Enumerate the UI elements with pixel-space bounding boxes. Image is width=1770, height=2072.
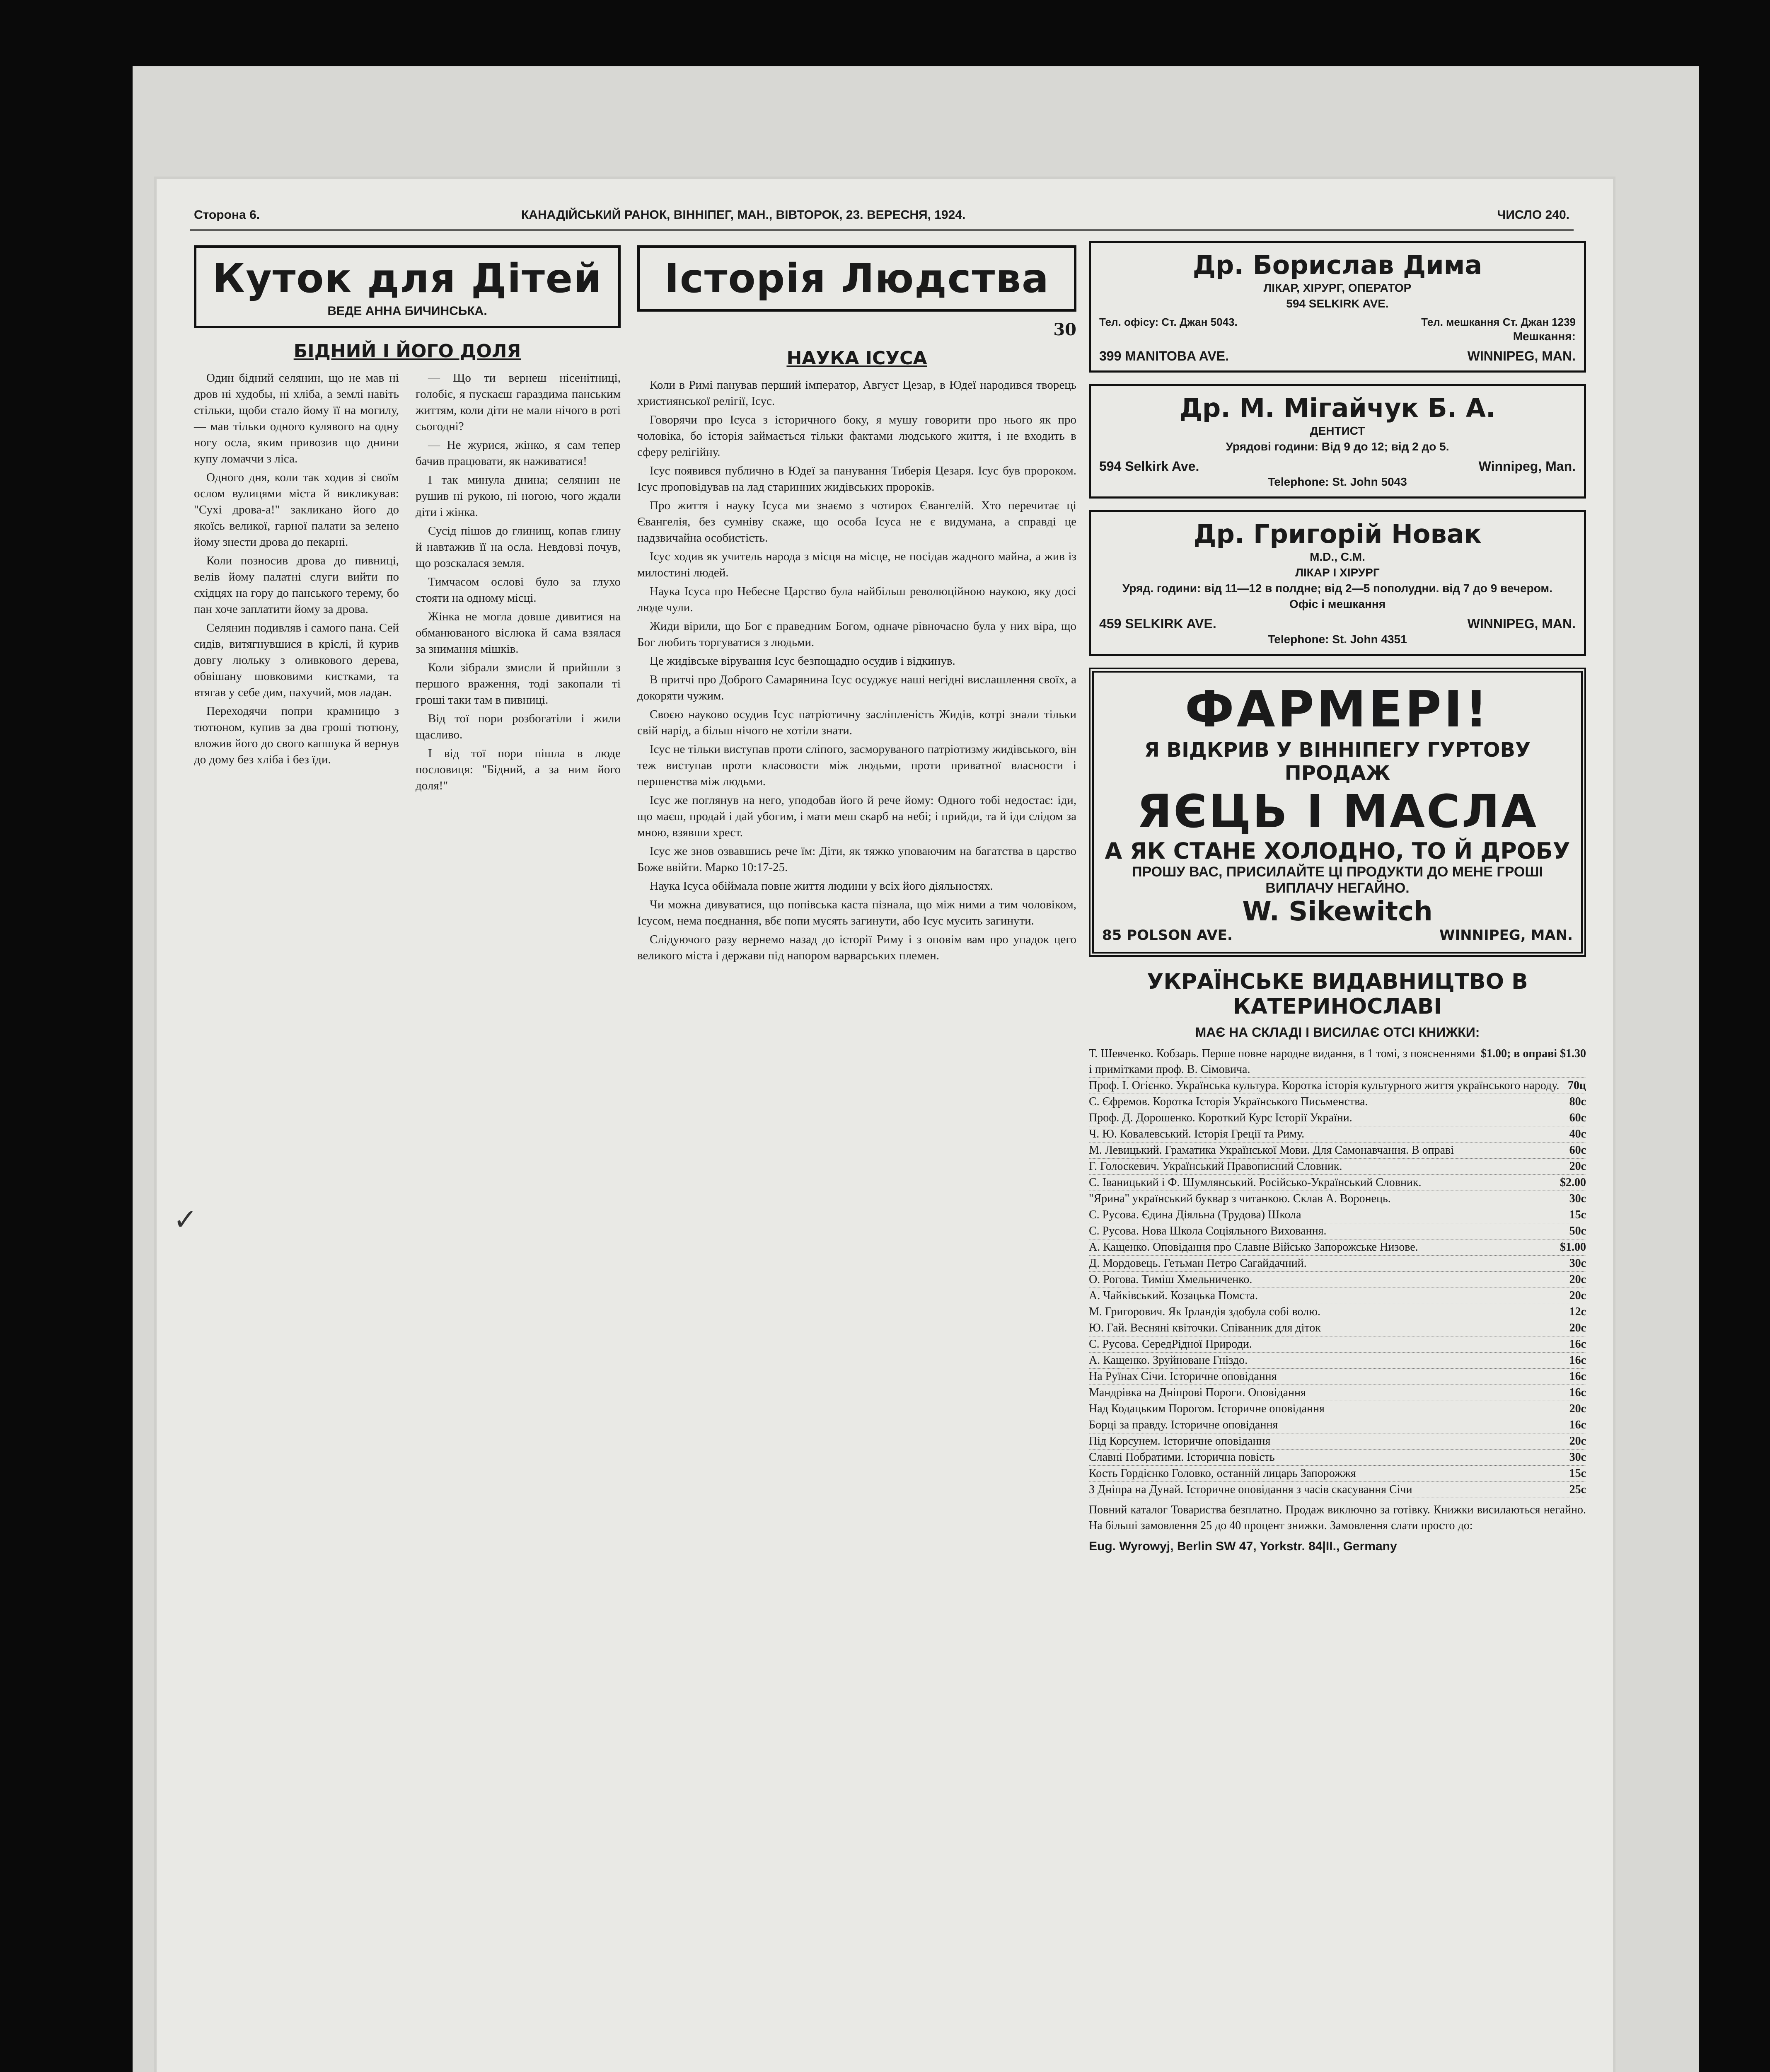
ad-dyma-phones: [1099, 316, 1576, 329]
ads-column: [1089, 241, 1586, 1554]
story-para: Переходячи попри крамницю з тютюном, купив за два гроші тютюну, вложив його до свого капшука й вернув до дому без хліба і без їди.: [194, 704, 399, 766]
history-section: НАУКА ІСУСА: [786, 348, 927, 369]
book-price: 16с: [1569, 1338, 1586, 1351]
story-body: [194, 370, 621, 796]
book-price: 20с: [1569, 1289, 1586, 1302]
book-price: 16с: [1569, 1370, 1586, 1383]
book-title: Ч. Ю. Ковалевський. Історія Греції та Риму.: [1089, 1128, 1305, 1140]
book-title: Проф. Д. Дорошенко. Короткий Курс Історії України.: [1089, 1111, 1352, 1124]
book-title: С. Русова. Нова Школа Соціяльного Виховання.: [1089, 1225, 1327, 1237]
book-item: [1089, 1272, 1586, 1288]
history-para: В притчі про Доброго Самарянина Ісус осуджує наші негідні вислашлення своїх, а докоряти чужим.: [637, 673, 1076, 702]
book-title: М. Левицький. Граматика Української Мови. Для Самонавчання. В оправі: [1089, 1144, 1454, 1157]
book-price: 16с: [1569, 1418, 1586, 1431]
ad-dyma: [1089, 241, 1586, 373]
ad-mihaychuk-name: Др. М. Мігайчук Б. А.: [1179, 393, 1496, 423]
ad-farmers: [1089, 668, 1586, 957]
book-price: $1.00: [1560, 1241, 1586, 1254]
ad-mihaychuk-phone: Telephone: St. John 5043: [1268, 475, 1407, 488]
book-title: А. Кащенко. Оповідання про Славне Військо Запорожське Низове.: [1089, 1241, 1418, 1254]
story-para: І так минула днина; селянин не рушив ні рукою, ні ногою, чого ждали діти і жінка.: [416, 473, 621, 519]
farm-line5: ПРОШУ ВАС, ПРИСИЛАЙТЕ ЦІ ПРОДУКТИ ДО МЕНЕ ГРОШІ ВИПЛАЧУ НЕГАЙНО.: [1132, 864, 1543, 896]
book-title: Над Кодацьким Порогом. Історичне оповідання: [1089, 1402, 1325, 1415]
book-item: [1089, 1239, 1586, 1256]
book-item: [1089, 1336, 1586, 1353]
ad-mihaychuk: [1089, 384, 1586, 499]
story-para: Від тої пори розбогатіли і жили щасливо.: [416, 712, 621, 741]
story-para: Один бідний селянин, що не мав ні дров ні худобы, ні хліба, а землі навіть стільки, щоби стало йому її на могилу, — мав тільки одного кулявого на одну ногу осла, яким привозив що днини купу ломаччи з ліса.: [194, 371, 399, 465]
farm-addr: 85 POLSON AVE.: [1102, 927, 1233, 944]
book-price: 70ц: [1567, 1079, 1586, 1092]
book-title: Ю. Гай. Весняні квіточки. Співанник для діток: [1089, 1322, 1321, 1334]
page-number: Сторона 6.: [194, 208, 260, 222]
ad-dyma-name: Др. Борислав Дима: [1192, 250, 1482, 280]
story-para: — Що ти вернеш нісенітниці, голобіє, я пускаєш гараздима панським життям, коли діти не мали нічого в роті сьогодні?: [416, 371, 621, 433]
book-item: [1089, 1320, 1586, 1336]
kids-title-box: [194, 245, 621, 328]
ad-mihaychuk-addr: 594 Selkirk Ave.: [1099, 459, 1199, 474]
book-price: 16с: [1569, 1386, 1586, 1399]
book-title: Кость Гордієнко Головко, останній лицарь Запорожжя: [1089, 1467, 1356, 1480]
ad-novak-addr: 459 SELKIRK AVE.: [1099, 616, 1216, 631]
book-item: [1089, 1369, 1586, 1385]
book-title: А. Чайківський. Козацька Помста.: [1089, 1289, 1258, 1302]
story-right: [416, 370, 621, 796]
book-item: [1089, 1223, 1586, 1239]
book-title: М. Григорович. Як Ірландія здобула собі волю.: [1089, 1305, 1321, 1318]
book-title: С. Єфремов. Коротка Історія Українського Письменства.: [1089, 1095, 1368, 1108]
history-para: Наука Ісуса про Небесне Царство була найбільш революційною наукою, яку досі люде чули.: [637, 585, 1076, 614]
pencil-mark: ✓: [173, 1203, 198, 1237]
book-price: 25с: [1569, 1483, 1586, 1496]
ad-dyma-role: ЛІКАР, ХІРУРГ, ОПЕРАТОР: [1263, 281, 1412, 294]
book-price: 20с: [1569, 1435, 1586, 1447]
book-price: 12с: [1569, 1305, 1586, 1318]
book-price: 15с: [1569, 1208, 1586, 1221]
book-price: 20с: [1569, 1160, 1586, 1173]
book-price: 30с: [1569, 1257, 1586, 1270]
book-price: 60с: [1569, 1144, 1586, 1157]
book-item: [1089, 1304, 1586, 1320]
farm-signature: W. Sikewitch: [1242, 896, 1433, 927]
ad-novak: [1089, 510, 1586, 656]
history-column: [637, 241, 1076, 966]
book-item: [1089, 1110, 1586, 1126]
book-price: 20с: [1569, 1273, 1586, 1286]
book-item: [1089, 1482, 1586, 1498]
book-item: [1089, 1450, 1586, 1466]
history-para: Ісус же поглянув на него, уподобав його й рече йому: Одного тобі недостає: іди, що маєш, продай і дай убогим, і мати меш скарб на небі; і прийди, та й іди слідом за мною, взявши хрест.: [637, 794, 1076, 839]
publisher-address: Eug. Wyrowyj, Berlin SW 47, Yorkstr. 84|II., Germany: [1089, 1539, 1397, 1553]
ad-novak-role: ЛІКАР І ХІРУРГ: [1295, 566, 1380, 579]
story-title: БІДНИЙ І ЙОГО ДОЛЯ: [293, 341, 521, 362]
book-item: [1089, 1256, 1586, 1272]
ad-novak-name: Др. Григорій Новак: [1193, 519, 1482, 549]
ad-mihaychuk-role: ДЕНТИСТ: [1310, 424, 1365, 437]
story-para: Жінка не могла довше дивитися на обманюваного віслюка й сама взялася за знимання мішків.: [416, 610, 621, 656]
history-para: Жиди вірили, що Бог є праведним Богом, одначе рівночасно була у них віра, що Бог любить торгуватися з людьми.: [637, 620, 1076, 649]
history-title: Історія Людства: [664, 255, 1049, 302]
kids-title: Куток для Дітей: [212, 255, 602, 302]
book-title: Під Корсунем. Історичне оповідання: [1089, 1435, 1271, 1447]
farm-line4: А ЯК СТАНЕ ХОЛОДНО, ТО Й ДРОБУ: [1105, 838, 1570, 864]
book-title: О. Рогова. Тиміш Хмельниченко.: [1089, 1273, 1253, 1286]
ad-novak-address: [1099, 616, 1576, 632]
history-para: Це жидівське вірування Ісус безпощадно осудив і відкинув.: [650, 654, 955, 668]
book-title: Т. Шевченко. Кобзарь. Перше повне народне видання, в 1 томі, з поясненнями і примітками проф. В. Сімовича.: [1089, 1047, 1475, 1076]
book-price: 20с: [1569, 1322, 1586, 1334]
publisher-section: [1089, 969, 1586, 1554]
story-para: Селянин подивляв і самого пана. Сей сидів, витягнувшися в кріслі, й курив довгу люльку з оливкового дерева, обвішану шовковими кистками, та втягав у себе дим, пахучий, мов ладан.: [194, 621, 399, 699]
book-price: 80с: [1569, 1095, 1586, 1108]
book-price: $2.00: [1560, 1176, 1586, 1189]
ad-mihaychuk-address: [1099, 459, 1576, 474]
book-price: 40с: [1569, 1128, 1586, 1140]
book-item: [1089, 1094, 1586, 1110]
page-header: [190, 204, 1574, 231]
book-item: [1089, 1385, 1586, 1401]
publisher-subtitle: МАЄ НА СКЛАДІ І ВИСИЛАЄ ОТСІ КНИЖКИ:: [1195, 1025, 1480, 1040]
issue-number: ЧИСЛО 240.: [1497, 208, 1569, 222]
book-title: А. Кащенко. Зруйноване Гніздо.: [1089, 1354, 1248, 1367]
farm-city: WINNIPEG, MAN.: [1439, 927, 1573, 944]
history-para: Слідуючого разу вернемо назад до історії Риму і з оповім вам про упадок цего великого міста і держави під напором варварських племен.: [637, 933, 1076, 962]
farm-address: [1102, 927, 1573, 944]
ad-novak-city: WINNIPEG, MAN.: [1467, 616, 1576, 631]
kids-column: [194, 241, 621, 796]
book-item: [1089, 1159, 1586, 1175]
publisher-footer: Повний каталог Товариства безплатно. Продаж виключно за готівку. Книжки висилаються негайно. На більші замовлення 25 до 40 процент знижки. Замовлення слати просто до:: [1089, 1503, 1586, 1532]
farm-line3: ЯЄЦЬ І МАСЛА: [1136, 785, 1538, 838]
book-item: [1089, 1126, 1586, 1143]
ad-mihaychuk-hours: Урядові години: Від 9 до 12; від 2 до 5.: [1226, 440, 1449, 453]
kids-byline: ВЕДЕ АННА БИЧИНСЬКА.: [327, 304, 487, 318]
story-left: [194, 370, 399, 796]
book-title: Проф. І. Огієнко. Українська культура. Коротка історія культурного життя українського народу.: [1089, 1079, 1560, 1092]
ad-dyma-city: WINNIPEG, MAN.: [1467, 349, 1576, 363]
story-para: Сусід пішов до глинищ, копав глину й навтажив її на осла. Невдовзі почув, що розскалася земля.: [416, 524, 621, 570]
book-title: "Ярина" український буквар з читанкою. Склав А. Воронець.: [1089, 1192, 1391, 1205]
ad-dyma-tel2: Тел. мешкання Ст. Джан 1239: [1421, 316, 1576, 328]
book-item: [1089, 1175, 1586, 1191]
book-price: 50с: [1569, 1225, 1586, 1237]
book-price: $1.00; в оправі $1.30: [1480, 1047, 1586, 1060]
history-para: Ісус появився публично в Юдеї за панування Тиберія Цезаря. Ісус був пророком. Ісус проповідував на лад старинних жидівських пророків.: [637, 464, 1076, 494]
book-item: [1089, 1288, 1586, 1304]
story-para: Тимчасом ослові було за глухо стояти на одному місці.: [416, 575, 621, 605]
history-para: Про життя і науку Ісуса ми знаємо з чотирох Євангелій. Хто перечитає ці Євангелія, без сумніву скаже, що особа Ісуса не є видумана, а справді це надзвичайна особистість.: [637, 499, 1076, 545]
book-title: Г. Голоскевич. Український Правописний Словник.: [1089, 1160, 1342, 1173]
book-list: [1089, 1046, 1586, 1498]
book-price: 16с: [1569, 1354, 1586, 1367]
history-para: Своєю науково осудив Ісус патріотичну засліпленість Жидів, котрі знали тільки свій нарід, а більш нічого не хотіли знати.: [637, 708, 1076, 737]
book-title: Д. Мордовець. Гетьман Петро Сагайдачний.: [1089, 1257, 1307, 1270]
publisher-title: УКРАЇНСЬКЕ ВИДАВНИЦТВО В КАТЕРИНОСЛАВІ: [1147, 969, 1528, 1019]
ad-novak-office: Офіс і мешкання: [1289, 598, 1386, 610]
history-para: Ісус не тільки виступав проти сліпого, засморуваного патріотизму жидівського, він теж виступав проти класовости між людьми, проти приватної власности і першенства між людьми.: [637, 743, 1076, 788]
book-title: С. Русова. Єдина Діяльна (Трудова) Школа: [1089, 1208, 1301, 1221]
book-item: [1089, 1417, 1586, 1433]
story-para: — Не журися, жінко, я сам тепер бачив працювати, як наживатися!: [416, 438, 621, 468]
book-title: С. Іваницький і Ф. Шумлянський. Російсько-Український Словник.: [1089, 1176, 1422, 1189]
book-title: Борці за правду. Історичне оповідання: [1089, 1418, 1278, 1431]
book-title: С. Русова. СередРідної Природи.: [1089, 1338, 1252, 1351]
history-para: Ісус ходив як учитель народа з місця на місце, не посідав жадного майна, а жив із милостині людей.: [637, 550, 1076, 579]
book-title: З Дніпра на Дунай. Історичне оповідання з часів скасування Січи: [1089, 1483, 1412, 1496]
ad-dyma-home: Мешкання:: [1513, 330, 1576, 343]
farm-line2: Я ВІДКРИВ У ВІННІПЕГУ ГУРТОВУ ПРОДАЖ: [1144, 738, 1531, 785]
history-para: Коли в Римі панував перший імператор, Август Цезар, в Юдеї народився творець християнської релігії, Ісус.: [637, 378, 1076, 408]
story-para: Коли зібрали змисли й прийшли з першого враження, тоді закопали ті гроші таки там в пивниці.: [416, 661, 621, 707]
history-para: Наука Ісуса обіймала повне життя людини у всіх його діяльностях.: [650, 879, 993, 893]
book-item: [1089, 1046, 1586, 1078]
ad-novak-phone: Telephone: St. John 4351: [1268, 633, 1407, 646]
book-item: [1089, 1353, 1586, 1369]
book-price: 20с: [1569, 1402, 1586, 1415]
book-title: Славні Побратими. Історична повість: [1089, 1451, 1275, 1464]
book-price: 15с: [1569, 1467, 1586, 1480]
story-para: І від тої пори пішла в люде пословиця: "Бідний, а за ним його доля!": [416, 747, 621, 792]
book-item: [1089, 1401, 1586, 1417]
book-item: [1089, 1143, 1586, 1159]
history-para: Ісус же знов озвавшись рече їм: Діти, як тяжко уповаючим на багатства в царство Боже ввійти. Марко 10:17-25.: [637, 845, 1076, 874]
book-item: [1089, 1466, 1586, 1482]
book-item: [1089, 1433, 1586, 1450]
ad-dyma-address: [1099, 349, 1576, 364]
book-title: На Руїнах Січи. Історичне оповідання: [1089, 1370, 1277, 1383]
masthead: КАНАДІЙСЬКИЙ РАНОК, ВІННІПЕГ, МАН., ВІВТОРОК, 23. ВЕРЕСНЯ, 1924.: [521, 208, 966, 222]
book-item: [1089, 1078, 1586, 1094]
story-para: Коли позносив дрова до пивниці, велів йому палатні слуги вийти по східцях на гору до панського терему, бо пан хоче заплатити йому за дрова.: [194, 554, 399, 616]
farm-headline: ФАРМЕРІ!: [1185, 681, 1490, 738]
book-item: [1089, 1207, 1586, 1223]
ad-novak-hours: Уряд. години: від 11—12 в полдне; від 2—5 пополудни. від 7 до 9 вечером.: [1122, 582, 1552, 595]
ad-dyma-tel: Тел. офісу: Ст. Джан 5043.: [1099, 316, 1238, 328]
book-price: 60с: [1569, 1111, 1586, 1124]
ad-dyma-addr: 399 MANITOBA AVE.: [1099, 349, 1229, 363]
newspaper-page: [157, 179, 1613, 2072]
history-title-box: [637, 245, 1076, 312]
ad-novak-deg: M.D., C.M.: [1310, 550, 1365, 563]
book-price: 30с: [1569, 1451, 1586, 1464]
book-item: [1089, 1191, 1586, 1207]
book-title: Мандрівка на Дніпрові Пороги. Оповідання: [1089, 1386, 1306, 1399]
history-para: Говорячи про Ісуса з історичного боку, я мушу говорити про нього як про чоловіка, бо історія займається тільки фактами людського життя, і не входить в сферу релігійну.: [637, 413, 1076, 459]
installment-number: 30: [1053, 320, 1076, 339]
history-para: Чи можна дивуватися, що попівська каста пізнала, що між ними а тим чоловіком, Ісусом, нема поєднання, вбє попи мусять загинути, або Ісус мусить загинути.: [637, 898, 1076, 927]
story-para: Одного дня, коли так ходив зі своїм ослом вулицями міста й викликував: "Сухі дрова-а!" закликано його до якоїсь великої, гарної палати за зелено йому знести дрова до пекарні.: [194, 471, 399, 549]
ad-dyma-street: 594 SELKIRK AVE.: [1286, 297, 1389, 310]
ad-mihaychuk-city: Winnipeg, Man.: [1478, 459, 1576, 474]
book-price: 30с: [1569, 1192, 1586, 1205]
